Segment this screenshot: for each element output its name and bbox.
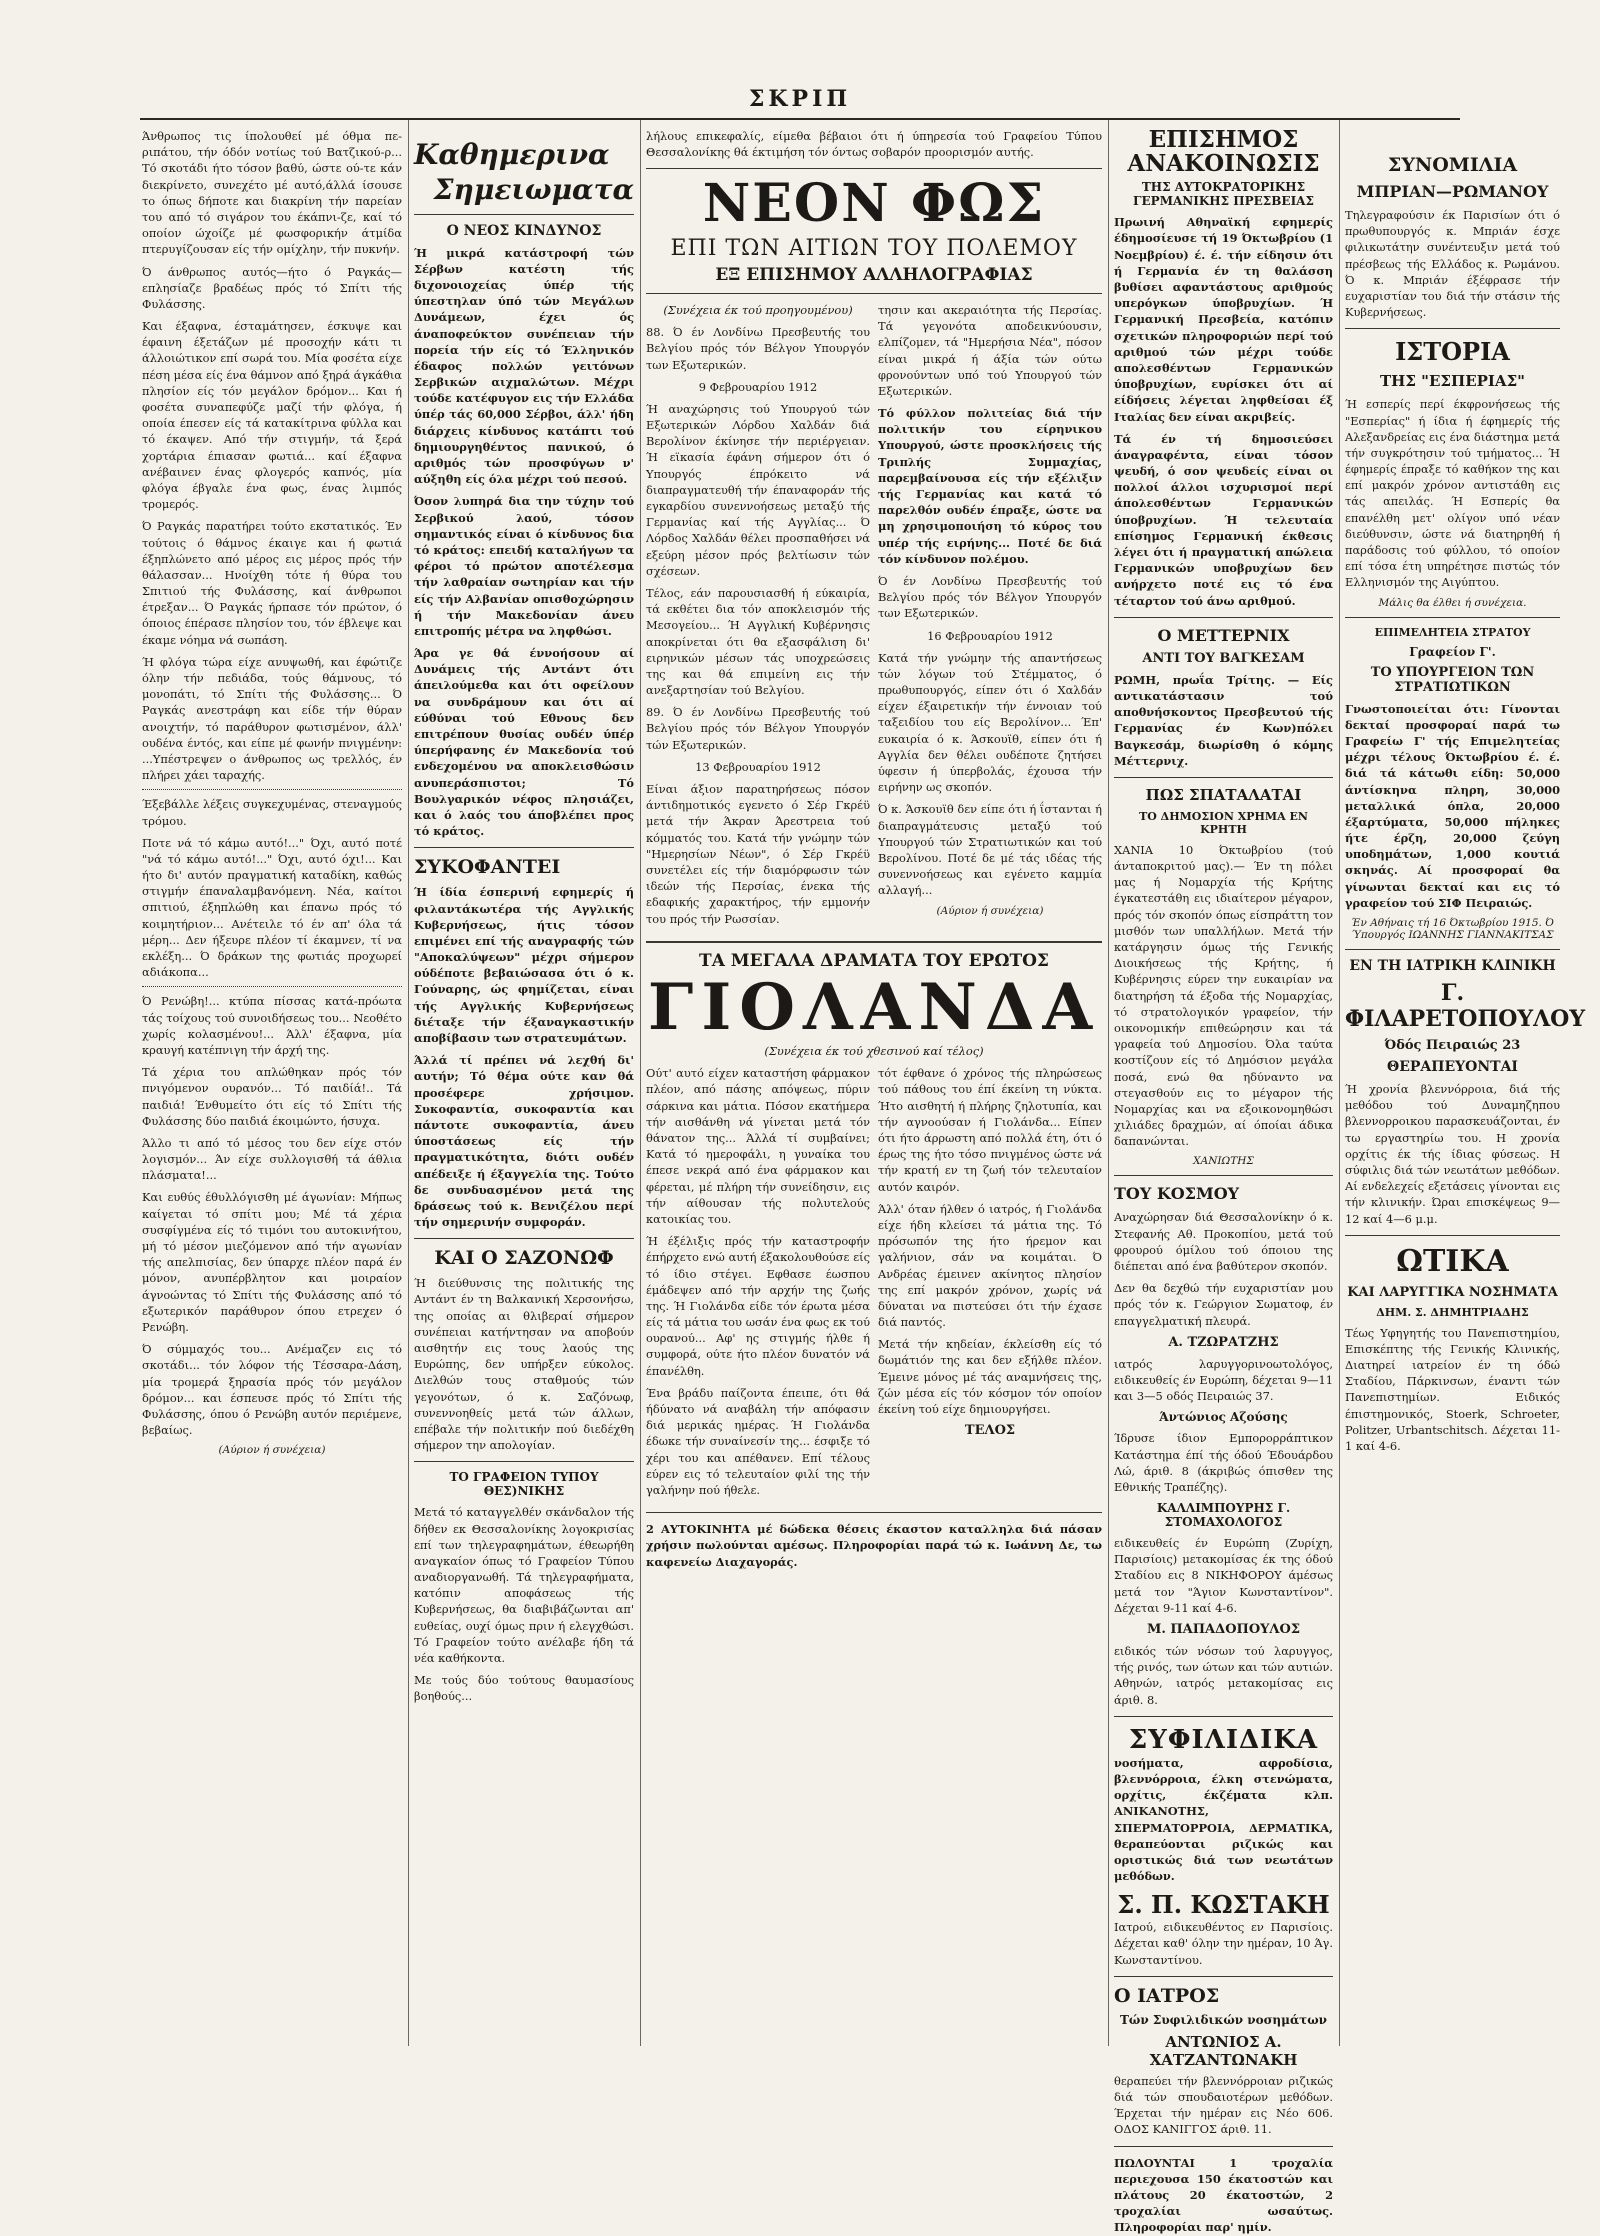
divider	[646, 293, 1102, 294]
article-paragraph: ΧΑΝΙΑ 10 Όκτωβρίου (τού άνταποκριτού μας).— Έν τη πόλει μας ή Νομαρχία τής Κρήτης έγκατεστάθη εις ιδιαίτερον μέγαρον, πρός τόν σκοπόν όπως είσπράττη τον μισθόν των υπαλλήλων. Μετά τήν κατάργησιν όμως τής Γενικής Διοικήσεως τής Κρήτης, ή Κυβέρνησις εύρεν την ευκαιρίαν να διατηρήση τά έξοδα τής Νομαρχίας, τό στρατολογικόν γραφείον, τήν οικονομικήν επιθεώρησιν και τά γραφεία τού Δημοσίου. Όλα ταύτα κοστίζουν είς τό Δημόσιον μεγάλα ποσά, ενώ θα ηδύναντο να στεγασθούν εις το μέγαρον τής Νομαρχίας και να εξοικονομηθώσι χιλιάδες δραχμών, αί όποίαι άδικα δαπανώνται.	[1114, 842, 1333, 1149]
masthead-rule	[140, 118, 1460, 120]
article-paragraph: 88. Ό έν Λονδίνω Πρεσβευτής του Βελγίου πρός τόν Βέλγον Υπουργόν των Εξωτερικών.	[646, 325, 870, 372]
divider	[646, 168, 1102, 169]
headline-subtitle: ΕΞ ΕΠΙΣΗΜΟΥ ΑΛΛΗΛΟΓΡΑΦΙΑΣ	[715, 264, 1033, 285]
article-paragraph: Ό έν Λονδίνω Πρεσβευτής τού Βελγίου πρός τόν Βέλγον Υπουργόν των Εξωτερικών.	[878, 573, 1102, 621]
ad-name: Μ. ΠΑΠΑΔΟΠΟΥΛΟΣ	[1146, 1622, 1301, 1638]
ad-subtitle: Τών Συφιλιδικών νοσημάτων	[1119, 2012, 1328, 2027]
article-paragraph: Μετά τό καταγγελθέν σκάνδαλον τής δήθεν εκ Θεσσαλονίκης λογοκρισίας επί των τηλεγραφημάτων, έθεωρήθη αναγκαίον όπως τό Γραφείον Τύπου αναδιοργανωθή. Τά τηλεγραφήματα, κατόπιν αποφάσεως τής Κυβερνήσεως, θα διαβιβάζωνται απ' ευθείας, ουχί όμως πριν ή ελεγχθώσι. Τό Γραφείον τούτο ανέλαβε ήδη τά νέα καθήκοντα.	[414, 1505, 634, 1666]
continuation-note: (Αύριον ή συνέχεια)	[218, 1444, 326, 1457]
ad-subtitle: ΚΑΙ ΛΑΡΥΓΓΙΚΑ ΝΟΣΗΜΑΤΑ	[1347, 1284, 1558, 1300]
article-title: ΣΥΝΟΜΙΛΙΑ	[1387, 154, 1518, 176]
ad-description: Ή χρονία βλεννόρροια, διά τής μεθόδου τού Δυναμηζηπου βλεννορροικου παρασκευάζονται, έν τω εργαστηρίω του. Η χρονία ορχίτις έκ τής ίδιας φύσεως. Η σύφιλις διά τών νεωτάτων μεθόδων. Αί ενδελεχείς εξετάσεις γίνονται εις τήν κλινικήν. Ώραι επισκέψεως 9—12 καί 4—6 μ.μ.	[1345, 1082, 1560, 1226]
article-paragraph: ΡΩΜΗ, πρωΐα Τρίτης. — Είς αντικατάστασιν τού αποθνήσκοντος Πρεσβευτού τής Γερμανίας έν Κων)πόλει Βαγκεσάμ, διωρίσθη ό κόμης Μέττερνιχ.	[1114, 672, 1333, 768]
column-divider	[408, 120, 409, 2046]
article-title: ΚΑΙ Ο ΣΑΖΟΝΩΦ	[434, 1247, 614, 1270]
ad-address: Όδός Πειραιώς 23	[1384, 1038, 1521, 1053]
divider	[1114, 2146, 1333, 2147]
ad-description: Τέως Υφηγητής του Πανεπιστημίου, Επισκέπτης τής Γενικής Κλινικής, Διατηρεί ιατρείον έν τη όδώ Σταδίου, Πάρκινσων, έναντι τών Πανεπιστημίων. Ειδικός έπιστημονικός, Stoerk, Schroeter, Politzer, Urbantschitsch. Δέχεται 11-1 καί 4-6.	[1345, 1325, 1560, 1453]
ad-name: Άντώνιος Αζούσης	[1159, 1410, 1288, 1425]
sub-column-left	[646, 302, 870, 933]
headline: ΝΕΟΝ ΦΩΣ	[702, 173, 1046, 235]
article-paragraph: Είναι άξιον παρατηρήσεως πόσον άντιδημοτικός εγενετο ό Σέρ Γκρέϋ μετά τήν Άκραν Άρεστρεια τού κόμματός του. Κατά τήν γνώμην τών "Ημερησίων Νέων", ό Σέρ Γκρέϋ συνετέλει είς τήν διαμόρφωσιν τών ιδεών τής Περσίας, ένεκα τής εδαφικής χαρακτήρος, τήν εμμονήν του πρός τήν Ρωσσίαν.	[646, 782, 870, 926]
divider-dots	[142, 789, 402, 790]
article-paragraph: τότ έφθανε ό χρόνος τής πληρώσεως τού πάθους του έπί έκείνη τη νύκτα. Ήτο αισθητή ή πλήρης ζηλοτυπία, και τήν αγνοούσαν ή Γιολάνδα... Είπεν ότι ήτο άρρωστη από πολλά έτη, ότι ό έρως της ήτο τόσο πνιγμένος ώστε νά τήν κρατή εν τη ζωή τόν τελευταίον αυτόν καιρόν.	[878, 1066, 1102, 1194]
article-paragraph: Τέλος, εάν παρουσιασθή ή εύκαιρία, τά εκθέτει δια τόν αποκλεισμόν τής Μεσογείου... Ή Αγγλική Κυβέρνησις αποκρίνεται ότι θα εξασφάλιση δι' ειρηνικών μέσων τάς υποχρεώσεις της και θά επιμείνη εις τήν ανεξαρτησίαν τού Βελγίου.	[646, 585, 870, 698]
article-paragraph: Ή ίδία έσπερινή εφημερίς ή φιλαντάκωτέρα τής Αγγλικής Κυβερνήσεως, ήτις τόσον επιμένει επί τής αναγραφής τών "Αποκαλύψεων" μέχρι σήμερον ούδέποτε βεβαιώσασα ότι ό κ. Γούναρης, ώς φημίζεται, είναι τής Αγγλικής Κυβερνήσεως διέταξε τήν έξαναγκαστικήν αποβίβασιν των στρατευμάτων.	[414, 885, 634, 1046]
article-paragraph: Ό σύμμαχός του... Ανέμαζεν εις τό σκοτάδι... τόν λόφον τής Τέσσαρα-Δάση, μία τρομερά ξηρασία πρός τόν μεγάλον δρόμον... και έσπευσε πρός τό Σπίτι τής Φυλάσσης, όπου ό Ρενώβη αυτόν περιέμενε, βεβαίως.	[142, 1342, 402, 1438]
article-paragraph: Άλλ' όταν ήλθεν ό ιατρός, ή Γιολάνδα είχε ήδη κλείσει τά μάτια της. Τό πρόσωπόν της ήτο ήρεμον και γαλήνιον, σάν να κοιμάται. Ό Ανδρέας έμεινεν ακίνητος πλησίον της επί μακρόν χρόνον, χωρίς νά δύναται να πιστεύσει ότι τήν έχασε διά παντός.	[878, 1201, 1102, 1330]
article-paragraph: τησιν και ακεραιότητα τής Περσίας. Τά γεγονότα αποδεικνύουσιν, ελπίζομεν, τά "Ημερήσια Νέα", πόσον είναι μικρά ή άξία τών ούτω φρονούντων υπό τού Υπουργού τών Εξωτερικών.	[878, 302, 1102, 398]
article-paragraph: Ή εσπερίς περί έκφρονήσεως τής "Εσπερίας" ή ίδια ή έφημερίς τής Αλεξανδρείας εις ένα διάστημα μετά τήν συγκρότησιν τού τμήματος... Ή έφημερίς έπραξε τό καθήκον της και επί μακρόν χρόνον αντιστάθη εις τάς απειλάς. Ή Εσπερίς θα επανέλθη μετ' ολίγον υπό νέαν διεύθυνσιν, ώστε νά διατηρηθή ή παράδοσις τού φύλλου, τό οποίον επί τόσα έτη υπηρέτησε πιστώς τόν Ελληνισμόν της Αιγύπτου.	[1345, 397, 1560, 590]
ad-headline: ΣΥΦΙΛΙΔΙΚΑ	[1128, 1724, 1319, 1755]
article-paragraph: Τηλεγραφούσιν έκ Παρισίων ότι ό πρωθυπουργός κ. Μπριάν έσχε φιλικωτάτην συνέντευξιν μετά τού πρέσβεως τής Ελλάδος κ. Ρωμάνου. Ό κ. Μπριάν έξέφρασε τήν ευχαριστίαν του διά τήν στάσιν τής Κυβερνήσεως.	[1345, 208, 1560, 320]
divider	[1345, 1235, 1560, 1236]
article-paragraph: Πρωινή Αθηναϊκή εφημερίς έδημοσίευσε τή 19 Όκτωβρίου (1 Νοεμβρίου) έ. έ. τήν είδησιν ότι ή Γερμανία έν τη θαλάσση βυθίσει αφαντάστους αριθμούς υπερόγκων ύποβρυχίων. Ή Γερμανική Πρεσβεία, κατόπιν σχετικών πληροφοριών περί τού αριθμού τών μέχρι τούδε απολεσθέντων Γερμανικών ύποβρυχίων, ευρίσκει ότι αί είδήσεις λέγεται ληφθείσαι έξ Ιταλίας δεν είναι ακριβείς.	[1114, 215, 1333, 424]
column-3	[646, 128, 1102, 2046]
ad-doctor-name: ΔΗΜ. Σ. ΔΗΜΗΤΡΙΑΔΗΣ	[1376, 1305, 1529, 1319]
announcement-subtitle: ΤΗΣ ΑΥΤΟΚΡΑΤΟΡΙΚΗΣ ΓΕΡΜΑΝΙΚΗΣ ΠΡΕΣΒΕΙΑΣ	[1133, 180, 1314, 209]
article-paragraph: (Συνέχεια έκ τού χθεσινού καί τέλος)	[764, 1044, 984, 1059]
column-divider	[1108, 120, 1109, 2046]
column-4	[1114, 126, 1333, 2235]
ad-subtitle: ΘΕΡΑΠΕΥΟΝΤΑΙ	[1387, 1059, 1518, 1075]
ad-description: Ίδρυσε ίδιον Εμπορορράπτικον Κατάστημα έπί τής όδού Έδουάρδου Λώ, άριθ. 8 (άκριβώς όπισθεν της Εθνικής Τραπέζης).	[1114, 1431, 1333, 1494]
headline-subtitle: ΕΠΙ ΤΩΝ ΑΙΤΙΩΝ ΤΟΥ ΠΟΛΕΜΟΥ	[670, 235, 1078, 261]
column-1	[142, 128, 402, 2046]
article-paragraph: Άνθρωπος τις ίπολουθεί μέ όθμα πε-ριπάτου, τήν όδόν νοτίως τού Βατζικού-ρ... Τό σκοτάδι ήτο τόσον βαθύ, ώστε ού-τε κάν διεκρίνετο, συνεχέτο μέ αυτό,άλλά ίσουσε το όπως δήποτε και διακρίνη τήν παρείαν του από τό σιγάρον του έκάπνι-ζε, καί τό οποίον ώχοίζε μέ φωσφορικήν άτμίδα πτερυγίζουσαν είς τήν ομίχλην, τήν πυκνήν.	[142, 129, 402, 257]
column-5	[1345, 128, 1586, 2046]
article-title: ΙΣΤΟΡΙΑ	[1395, 337, 1510, 367]
divider-dots	[142, 986, 402, 987]
sub-column-right	[878, 302, 1102, 933]
column-divider	[640, 120, 641, 2046]
article-paragraph: Δεν θα δεχθώ τήν ευχαριστίαν μου πρός τόν κ. Γεώργιον Σωματοφ, έν επαγγελματική πλευρά.	[1114, 1281, 1333, 1328]
article-paragraph: Ή μικρά κατάστροφή τών Σέρβων κατέστη τής διχονοιοχείας ύπέρ τής ύπεστηλαν ύπό τών Μεγάλων Δυνάμεων, έχει ός άναποφεύκτον συνέπειαν τήν πορεία τήν είς τό Έλληνικόν έδαφος πολλών γειτόνων Σερβικών αιχμαλώτων. Μέχρι τούδε κατέφυγον εις τήν Ελλάδα ύπέρ τάς 60,000 Σέρβοι, άλλ' ήδη διάρχεις κίνδυνος κατάπτι τού δημιουργηθέντος πανικού, ό αριθμός τών προσφύγων ν' αύξηθη είς όλα μέχρι τού πεσού.	[414, 245, 634, 487]
article-signature: ΧΑΝΙΩΤΗΣ	[1193, 1155, 1254, 1168]
column-divider	[1339, 120, 1340, 2046]
article-paragraph: Ό Ραγκάς παρατήρει τούτο εκστατικός. Έν τούτοις ό θάμνος έκαιγε και ή φωτιά έξηπλώνετο από μέρος εις μέρος πρός τήν θάλασσαν... Ηνοίχθη τότε ή θύρα του Σπιτιού τής Φυλάσσης, καί άνθρωποι έτρεξαν... Ό Ραγκάς ήρπασε τόν πρώτον, ό όποιος έπέρασε πλησίον του, τόν έβλεψε και έκαμε νόημα νά σωπάση.	[142, 519, 402, 647]
article-paragraph: Με τούς δύο τούτους θαυμασίους βοηθούς...	[414, 1673, 634, 1704]
article-paragraph: Τά χέρια του απλώθηκαν πρός τόν πνιγόμενον ουρανόν... Τό παιδίά!.. Τά παιδιά! Ένθυμείτο ότι είς τό Σπίτι τής Φυλάσσης δύο παιδιά έκοιμώντο, ήσυχα.	[142, 1065, 402, 1128]
divider	[1114, 1175, 1333, 1176]
sub-column-left	[646, 1065, 870, 1504]
classified-ad: 2 ΑΥΤΟΚΙΝΗΤΑ μέ δώδεκα θέσεις έκαστον καταλληλα διά πάσαν χρήσιν πωλούνται αμέσως. Πληροφορίαι παρά τώ κ. Ιωάννη Δε, τω καφενείω Διαχαγοράς.	[646, 1522, 1102, 1569]
ad-name: Α. ΤΖΩΡΑΤΖΗΣ	[1168, 1334, 1279, 1350]
notice-paragraph: Γνωστοποιείται ότι: Γίνονται δεκταί προσφοραί παρά τω Γραφείω Γ' τής Επιμελητείας μέχρι τέλους Όκτωβρίου έ. έ. διά τά κάτωθι είδη: 50,000 άντίσκηνα πληρη, 30,000 μεταλλικά όπλα, 20,000 έξαρτύματα, 50,000 πήληκες ήτε έρζη, 20,000 ζεύγη υποδημάτων, 1,000 κουτιά σκηνάς. Αί προσφοραί θα γίνωνται δεκταί και εις τό γραφείον τού ΣΙΦ Πειραιώς.	[1345, 701, 1560, 910]
divider	[414, 847, 634, 848]
article-paragraph: Έξεβάλλε λέξεις συγκεχυμένας, στεναγμούς τρόμου.	[142, 797, 402, 828]
article-paragraph: Τά έν τή δημοσιεύσει άναγραφέντα, είναι τόσον ψευδή, ό σον ψευδείς είναι οι πολλοί άλλοι ισχυρισμοί περί άπολεσθέντων Γερμανικών ύποβρυχίων. Ή τελευταία επίσημος Γερμανική έκθεσις λέγει ότι ή πραγματική απώλεια Γερμανικών υποβρυχίων δεν ανήρχετο ποτέ εις τό ένα τέταρτον τού άνω αριθμού.	[1114, 431, 1333, 608]
ad-description: θεραπεύει τήν βλεννόρροιαν ριζικώς διά τών σπουδαιοτέρων μεθόδων. Έρχεται τήν ημέραν εις Νέο 606. ΟΔΟΣ ΚΑΝΙΓΓΟΣ άριθ. 11.	[1114, 2073, 1333, 2137]
article-subtitle: ΤΟ ΔΗΜΟΣΙΟΝ ΧΡΗΜΑ ΕΝ ΚΡΗΤΗ	[1139, 809, 1308, 836]
ad-doctor-name: Γ. ΦΙΛΑΡΕΤΟΠΟΥΛΟΥ	[1345, 980, 1586, 1032]
article-date: 9 Φεβρουαρίου 1912	[698, 379, 818, 394]
article-paragraph: Ή διεύθυνσις της πολιτικής της Αντάντ έν τη Βαλκανική Χερσονήσω, της οποίας αι θλιβεραί σήμερον συνέπειαι κατήντησαν να αποβούν αισθητήν εις τους λαούς της Ευρώπης, δεν υπήρξεν εύκολος. Διελθών τους σταθμούς τών γεγονότων, ό κ. Σαζόνωφ, συνεννοηθείς μετά τών άλλων, επέβαλε τήν πολιτικήν πού διεδέχθη σήμερον την απολογίαν.	[414, 1276, 634, 1453]
article-subtitle: ΤΗΣ "ΕΣΠΕΡΙΑΣ"	[1380, 372, 1525, 391]
section-title-simeiomata: Σημειωματα	[433, 172, 634, 206]
divider	[646, 941, 1102, 943]
masthead: ΣΚΡΙΠ	[748, 86, 852, 112]
article-paragraph: Άλλά τί πρέπει νά λεχθή δι' αυτήν; Τό θέμα ούτε καν θά προσέφερε χρήσιμον. Συκοφαντία, συκοφαντία και πάντοτε συκοφαντία, άνευ ύποστάσεως είς τήν πραγματικότητα, διότι ουδέν απέδειξε ή έξαγγελία της. Τούτο δε συνδυασμένον μετά της δράσεως τού κ. Βενιζέλου περί τήν σημερινήν συμφοράν.	[414, 1053, 634, 1230]
article-title: ΠΩΣ ΣΠΑΤΑΛΑΤΑΙ	[1145, 785, 1302, 804]
divider	[1114, 1716, 1333, 1717]
ad-description: Ιατρού, ειδικευθέντος εν Παρισίοις. Δέχεται καθ' όλην την ημέραν, 10 Άγ. Κωνσταντίνου.	[1114, 1920, 1333, 1967]
article-paragraph: Ή αναχώρησις τού Υπουργού τών Εξωτερικών Λόρδου Χαλδάν διά Βερολίνον έκίνησε τήν περιέργειαν. Ή εϊκασία έφάνη σήμερον ότι ό Υπουργός έπρόκειτο νά διαπραγματευθή τήν έπαναφοράν τής εγκαρδίου συνεννοήσεως μεταξύ τής Γερμανίας καί τής Αγγλίας... Ό Λόρδος Χαλδάν θέλει προσπαθήσει νά εξεύρη μέσον πρός βελτίωσιν τών σχέσεων.	[646, 401, 870, 578]
article-title: ΤΟΥ ΚΟΣΜΟΥ	[1114, 1184, 1240, 1204]
article-paragraph: Μετά τήν κηδείαν, έκλείσθη είς τό δωμάτιόν της και δεν εξήλθε πλέον. Έμεινε μόνος μέ τάς αναμνήσεις της, ζών μέσα είς τόν κόσμον τόν οποίον έκείνη τού είχε δημιουργήσει.	[878, 1337, 1102, 1417]
article-subtitle: ΜΠΡΙΑΝ—ΡΩΜΑΝΟΥ	[1356, 182, 1549, 201]
divider	[414, 1238, 634, 1239]
article-paragraph: Κατά τήν γνώμην τής απαντήσεως τών λόγων τού Στέμματος, ό πρωθυπουργός, είπεν ότι ό Χαλδάν είχεν έξαιρετικήν τήν έννοιαν τού ταξειδίου του είς Βερολίνον... Έπ' ευκαιρία ό κ. Άσκουϊθ, είπεν ότι ή Αγγλία δεν θέλει ουδέποτε ζητήσει ύφεσιν ή ύπερβολάς, έχουσα τήν ειρήνην ως σκοπόν.	[878, 650, 1102, 795]
article-paragraph: Αναχώρησαν διά Θεσσαλονίκην ό κ. Στεφανής Αθ. Προκοπίου, μετά τού φρουρού όμίλου τού όποιου της διέπεται από ένα βαθύτερον σκοπόν.	[1114, 1210, 1333, 1274]
article-title: ΣΥΚΟΦΑΝΤΕΙ	[414, 856, 561, 879]
notice-subheader: Γραφείον Γ'.	[1409, 644, 1496, 659]
article-paragraph: Άλλο τι από τό μέσος του δεν είχε στόν λογισμόν... Άν είχε συλλογισθή τά άθλια πλάσματα!...	[142, 1135, 402, 1183]
ad-description: νοσήματα, αφροδίσια, βλεννόρροια, έλκη στενώματα, ορχίτις, έκζέματα κλπ. ΑΝΙΚΑΝΟΤΗΣ, ΣΠΕΡΜΑΤΟΡΡΟΙΑ, ΔΕΡΜΑΤΙΚΑ, θεραπεύονται ριζικώς και οριστικώς διά των νεωτάτων μεθόδων.	[1114, 1755, 1333, 1884]
ad-headline: Ο ΙΑΤΡΟΣ	[1114, 1984, 1220, 2007]
ad-doctor-name: ΑΝΤΩΝΙΟΣ Α. ΧΑΤΖΑΝΤΩΝΑΚΗ	[1149, 2032, 1298, 2069]
article-paragraph: Τό φύλλον πολιτείας διά τήν πολιτικήν του είρηνικου Υπουργού, ώστε προσκλήσεις τής Τριπλής Συμμαχίας, παρεμβαίνουσα είς τήν εξέλιξιν τής Γερμανίας και κατά τό παρελθόν ουδέν έπραξε, ώστε να μη χρησιμοποιήση τό κύρος του υπέρ τής ειρήνης... Ποτέ δε διά τόν κίνδυνον πολέμου.	[878, 406, 1102, 566]
ad-description: ειδικευθείς έν Ευρώπη (Ζυρίχη, Παρισίοις) μετακομίσας έκ της όδού Σταδίου εις 8 ΝΙΚΗΦΟΡΟΥ άμέσως μετά τον "Άγιον Κωνσταντίνον". Δέχεται 9-11 καί 4-6.	[1114, 1536, 1333, 1615]
end-mark: ΤΕΛΟΣ	[964, 1423, 1016, 1439]
article-paragraph: Ούτ' αυτό είχεν καταστήση φάρμακον πλέον, από πάσης απόψεως, πύριν σάρκινα και μάτια. Πόσον εκατήμερα τήν αισθάνθη νά γίνεται μετά τόν θάνατον της... Άλλά τί συμβαίνει; Κατά τό ημεροφάλι, η γυναίκα του έπεσε νεκρά από ένα φάρμακον και φέρεται, μέ πλήρη τήν συνείδησιν, εις τήν αίθουσαν τής πολυτελούς κατοικίας του.	[646, 1066, 870, 1226]
article-paragraph: Όσον λυπηρά δια την τύχην τού Σερβικού λαού, τόσον σημαντικός είναι ό κίνδυνος δια τό κράτος: επειδή καταλήγων τα φέροι τό πρώτον αποτέλεσμα τήν λαθραίαν σωτηρίαν και τήν είς τήν Αλβανίαν οπισθοχώρησιν ή τήν Μακεδονίαν άνευ επιτροπής μέτρα να ληφθώσι.	[414, 494, 634, 638]
article-title: Ο ΜΕΤΤΕΡΝΙΧ	[1157, 625, 1290, 645]
ad-description: ιατρός λαρυγγορινοωτολόγος, ειδικευθείς έν Ευρώπη, δέχεται 9—11 και 3—5 οδός Πειραιώς 37.	[1114, 1356, 1333, 1404]
divider	[1345, 328, 1560, 329]
article-title: Ο ΝΕΟΣ ΚΙΝΔΥΝΟΣ	[446, 222, 602, 239]
article-paragraph: Ή έξέλιξις πρός τήν καταστροφήν έπήρχετο ενώ αυτή έξακολουθούσε είς τό ίδιο στέγει. Εφθασε έωσπου έμάδεψεν από τήν αρχήν της ζωής της. Ή Γιολάνδα είδε τόν έρωτα μέσα είς τά μάτια του ωσάν ένα φως εκ τού ουρανού... Αφ' ης στιγμής ήλθε ή συμφορά, ούτε ήτο πλέον δυνατόν νά έπανέλθη.	[646, 1234, 870, 1378]
two-column-article	[646, 302, 1102, 933]
article-paragraph: Άρα γε θά έννοήσουν αί Δυνάμεις τής Αντάντ ότι άπειλούμεθα και ότι οφείλουν να συνδράμουν και ότι αί εύθύναι τού Εθνους δεν επιτρέπουν θυσίας ουδέν ύπέρ ύπερήφανης έν Μακεδονία τού ενδεχομένου να αποκλεισθώσιν ανυπεράσπιστοι; Τό Βουλγαρικόν νέφος πλησιάζει, και ό λαός του άποβλέπει προς τό κράτος.	[414, 646, 634, 839]
continuation-note: (Αύριον ή συνέχεια)	[936, 904, 1044, 917]
section-title-kathimerina: Καθημερινα	[414, 138, 610, 171]
serial-name: ΓΙΟΛΑΝΔΑ	[647, 969, 1101, 1045]
ad-name: ΚΑΛΛΙΜΠΟΥΡΗΣ Γ. ΣΤΟΜΑΧΟΛΟΓΟΣ	[1156, 1501, 1291, 1530]
notice-title: ΤΟ ΥΠΟΥΡΓΕΙΟΝ ΤΩΝ ΣΤΡΑΤΙΩΤΙΚΩΝ	[1370, 664, 1535, 695]
divider	[1114, 777, 1333, 778]
divider	[646, 1512, 1102, 1513]
ad-headline: ΩΤΙΚΑ	[1396, 1243, 1509, 1279]
article-paragraph: Ό άνθρωπος αυτός—ήτο ό Ραγκάς—επλησίαζε βραδέως πρός τό Σπίτι τής Φυλάσσης.	[142, 264, 402, 311]
article-paragraph: Και έξαφνα, έσταμάτησεν, έσκυψε και έφαινη έξετάζων μέ προσοχήν κάτι τι άλλοιώτικον επί σωρά του. Μία φοσέτα είχε πέση μέσα είς ένα θάμνον από ξηρά άγκάθια πλησίον είς τόν μεγάλον δρόμον... Και ή φοσέτα συναπεφύζε μαζί τήν φλόγα, ή οποία έπεσεν είς τά κατακίτρινα φύλλα και τό έκαψεν. Από τήν στιγμήν, τά ξερά χορτάρια έπιασαν φωτιά... καί έξαφνα ανέβαινεν ένας φλογερός καπνός, μία φλόγα έβγαλε ένα φως, ένας λιμπός τρομερός.	[142, 319, 402, 512]
article-date: 16 Φεβρουαρίου 1912	[927, 628, 1053, 643]
article-title: ΤΟ ΓΡΑΦΕΙΟΝ ΤΥΠΟΥ ΘΕΣ)ΝΙΚΗΣ	[449, 1470, 599, 1499]
article-paragraph: Ποτε νά τό κάμω αυτό!..." Όχι, αυτό ποτέ "νά τό κάμω αυτό!..." Όχι, αυτό όχι!... Και ήτο δι' αυτόν πραγματική καταδίκη, καθώς στιγμήν έπαναλαμβανόμενη. Νέα, καίτοι σπιτιού, έξηπλώθη και έπανω πρός τό κοιμητήριον... Ανέτειλε τό έν απ' όλα τά μέρη... Δεν ήξευρε πλέον τί έκαμνεν, τί να εκλέξη... Ό δράκων της φωτιάς προχωρεί αδιάκοπα...	[142, 835, 402, 980]
divider	[414, 1461, 634, 1462]
divider	[1345, 949, 1560, 950]
notice-signature: Έν Αθήναις τή 16 Όκτωβρίου 1915. Ό Ύπουργός ΙΩΑΝΝΗΣ ΓΙΑΝΝΑΚΙΤΣΑΣ	[1351, 917, 1554, 941]
article-subtitle: ΑΝΤΙ ΤΟΥ ΒΑΓΚΕΣΑΜ	[1142, 650, 1305, 666]
article-date: 13 Φεβρουαρίου 1912	[695, 759, 821, 774]
ad-description: ειδικός τών νόσων τού λαρυγγος, τής ρινός, των ώτων και τών αυτιών. Αθηνών, ιατρός μετακομίσας εις άριθ. 8.	[1114, 1644, 1333, 1707]
article-paragraph: (Συνέχεια έκ τού προηγουμένου)	[663, 302, 853, 317]
divider	[1114, 617, 1333, 618]
divider	[414, 214, 634, 215]
article-paragraph: Ό κ. Άσκουϊθ δεν είπε ότι ή ΐστανται ή διαπραγμάτευσις μεταξύ τού Υπουργού τών Στρατιωτικών και τού Βερολίνου. Ποτέ δε μέ τάς ιδέας τής συνεννοήσεως και εγένετο καμμία αλλαγή...	[878, 802, 1102, 898]
article-paragraph: Ένα βράδυ παίζοντα έπειπε, ότι θά ήδύνατο νά αναβάλη τήν απόφασιν διά μερικάς ημέρας. Ή Γιολάνδα έδωκε τήν συναίνεσίν της... έσφιξε τό χέρι του και απέθανεν. Επί τέλους εύρεν εις τό τελευταίον φιλί της τήν γαλήνην πού ήθελε.	[646, 1385, 870, 1497]
notice-header: ΕΠΙΜΕΛΗΤΕΙΑ ΣΤΡΑΤΟΥ	[1374, 625, 1531, 639]
divider	[1345, 617, 1560, 618]
article-paragraph: Και ευθύς έθυλλόγισθη μέ άγωνίαν: Μήπως καίγεται τό σπίτι μου; Μέ τά χέρια συσφίγμένα είς τό τιμόνι του αυτοκινήτου, μή τό μέσον μιεζόμενον από τήν αγωνίαν τής απελπισίας, δεν ύπαρχε πλέον παρά έν μόνον, ανυπέρβλητον και μοιραίον άγνοώντας τό Σπίτι τής Φυλάσσης από τό εξωτερικόν παράθυρον όπου ετρεχεν ό Ρενώβη.	[142, 1190, 402, 1334]
ad-doctor-name: Σ. Π. ΚΩΣΤΑΚΗ	[1117, 1890, 1330, 1920]
announcement-title: ΕΠΙΣΗΜΟΣ ΑΝΑΚΟΙΝΩΣΙΣ	[1127, 126, 1320, 178]
divider	[1114, 1976, 1333, 1977]
classified-ad: ΠΩΛΟΥΝΤΑΙ 1 τροχαλία περιεχουσα 150 έκατοστών και πλάτους 20 έκατοστών, 2 τροχαλίαι ωσαύτως. Πληροφορίαι παρ' ημίν.	[1114, 2155, 1333, 2235]
article-paragraph: 89. Ό έν Λονδίνω Πρεσβευτής τού Βελγίου πρός τόν Βέλγον Υπουργόν τών Εξωτερικών.	[646, 705, 870, 752]
article-paragraph: λήλους επικεφαλίς, είμεθα βέβαιοι ότι ή ύπηρεσία τού Γραφείου Τύπου Θεσσαλονίκης θά έκτιμήση τόν όντως σοβαρόν προορισμόν αυτής.	[646, 129, 1102, 160]
column-2	[414, 128, 634, 2046]
article-paragraph: Ή φλόγα τώρα είχε ανυψωθή, και έφώτιζε όλην τήν πεδιάδα, τούς θάμνους, τό μονοπάτι, τό Σπίτι τής Φυλάσσης... Ό Ραγκάς ανεστράφη και είδε τήν θύραν ανοιχτήν, τό παράθυρον φωτισμένον, άλλ' ουδένα έντός, και είπε μέ φωνήν πνιγμένην: ...Υπέστρεψεν ο άνθρωπος ως τρελλός, έν πλήρει χάει ταραχής.	[142, 654, 402, 783]
serial-title: ΤΑ ΜΕΓΑΛΑ ΔΡΑΜΑΤΑ ΤΟΥ ΕΡΩΤΟΣ	[699, 950, 1049, 971]
article-paragraph: Ό Ρενώβη!... κτύπα πίσσας κατά-πρόωτα τάς τοίχους τού συνοιδήσεως του... Νεοθέτο χωρίς κολασμένου!... Άλλ' έξαφνα, μία κραυγή κατέπνιγη τήν άρχή της.	[142, 994, 402, 1057]
continuation-note: Μάλις θα έλθει ή συνέχεια.	[1378, 596, 1527, 609]
ad-headline: ΕΝ ΤΗ ΙΑΤΡΙΚΗ ΚΛΙΝΙΚΗ	[1349, 958, 1556, 974]
sub-column-right	[878, 1065, 1102, 1504]
two-column-serial	[646, 1065, 1102, 1504]
